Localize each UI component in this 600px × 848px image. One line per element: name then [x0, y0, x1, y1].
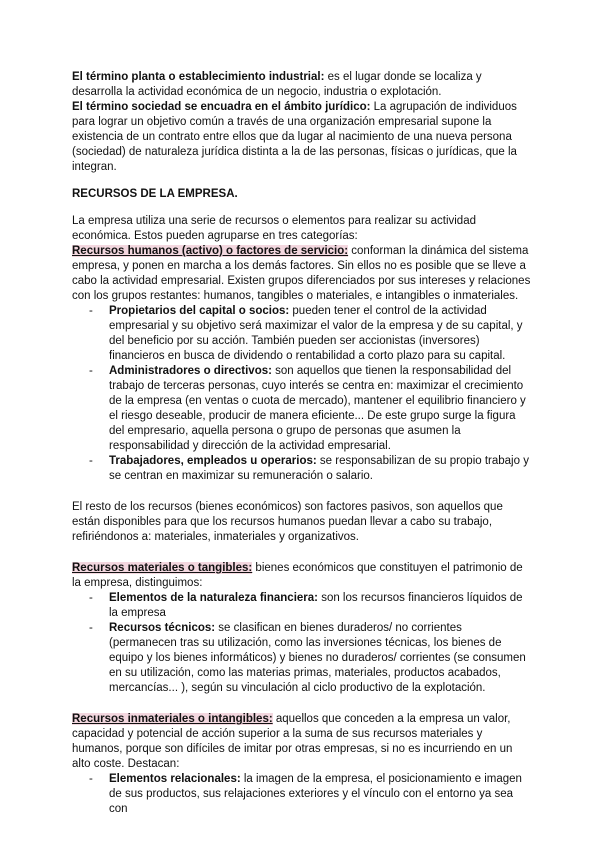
item-text: se responsabilizan de su propio trabajo y se centran en maximizar su remuneración o salario.	[109, 455, 529, 482]
item-term: Elementos de la naturaleza financiera:	[109, 592, 318, 604]
item-text: pueden tener el control de la actividad empresarial y su objetivo será maximizar el valor de la empresa y de su capital, y del beneficio por su acción. También pueden ser accionistas (inversores) financieros en busca de dividendo o rentabilidad a corto plazo para su capital.	[109, 305, 523, 362]
inmateriales-paragraph	[72, 712, 532, 772]
list-item	[72, 591, 532, 621]
list-item	[72, 364, 532, 454]
item-term: Recursos técnicos:	[109, 622, 216, 634]
overview-paragraph: La empresa utiliza una serie de recursos o elementos para realizar su actividad económica. Estos pueden agruparse en tres categorías:	[72, 215, 476, 242]
list-item	[72, 454, 532, 484]
item-text: se clasifican en bienes duraderos/ no corrientes (permanecen tras su utilización, como las inversiones técnicas, los bienes de equipo y los bienes informáticos) y bienes no duraderos/ corrientes (se consumen en su utilización, como las materias primas, materiales, productos acabados, mercancías... ), según su vinculación al ciclo productivo de la explotación.	[109, 622, 526, 694]
intro-paragraph-planta	[72, 70, 532, 100]
humanos-text: conforman la dinámica del sistema empresa, y ponen en marcha a los demás factores. Sin ellos no es posible que se lleve a cabo la actividad empresarial. Existen grupos diferenciados por sus intereses y relaciones con los grupos restantes: humanos, tangibles o materiales, e intangibles o inmateriales.	[72, 245, 531, 302]
dash-bullet: -	[89, 773, 93, 785]
section-title: RECURSOS DE LA EMPRESA.	[72, 188, 238, 200]
item-term: Trabajadores, empleados u operarios:	[109, 455, 317, 467]
dash-bullet: -	[89, 622, 93, 634]
document-page	[72, 70, 532, 817]
item-text: la imagen de la empresa, el posicionamiento e imagen de sus productos, sus relajaciones exteriores y el vínculo con el entorno ya sea con	[109, 773, 522, 815]
pasivos-paragraph: El resto de los recursos (bienes económicos) son factores pasivos, son aquellos que están disponibles para que los recursos humanos puedan llevar a cabo su trabajo, refiriéndonos a: materiales, inmateriales y organizativos.	[72, 501, 503, 543]
list-item	[72, 772, 532, 817]
inmateriales-heading: Recursos inmateriales o intangibles:	[72, 713, 273, 725]
list-item	[72, 621, 532, 696]
item-text: son aquellos que tienen la responsabilidad del trabajo de terceras personas, cuyo interés se centra en: maximizar el crecimiento de la empresa (en ventas o cuota de mercado), mantener el equilibrio financiero y el riesgo deseable, producir de manera eficiente... De este grupo surge la figura del empresario, aquella persona o grupo de personas que asumen la responsabilidad y dirección de la actividad empresarial.	[109, 365, 526, 452]
humanos-paragraph	[72, 244, 532, 304]
item-text: son los recursos financieros líquidos de la empresa	[109, 592, 523, 619]
humanos-list	[72, 304, 532, 484]
materiales-list	[72, 591, 532, 696]
definition-planta: es el lugar donde se localiza y desarrolla la actividad económica de un negocio, industria o explotación.	[72, 71, 482, 98]
inmateriales-text: aquellos que conceden a la empresa un valor, capacidad y potencial de acción superior a la suma de sus recursos materiales y humanos, porque son difíciles de imitar por otras empresas, si no es incurriendo en un alto coste. Destacan:	[72, 713, 513, 770]
term-planta: El término planta o establecimiento industrial:	[72, 71, 325, 83]
item-term: Elementos relacionales:	[109, 773, 241, 785]
definition-sociedad: La agrupación de individuos para lograr un objetivo común a través de una organización empresarial supone la existencia de un contrato entre ellos que da lugar al nacimiento de una nueva persona (sociedad) de naturaleza jurídica distinta a la de las personas, físicas o jurídicas, que la integran.	[72, 101, 517, 173]
list-item	[72, 304, 532, 364]
inmateriales-list	[72, 772, 532, 817]
dash-bullet: -	[89, 455, 93, 467]
materiales-heading: Recursos materiales o tangibles:	[72, 562, 253, 574]
dash-bullet: -	[89, 592, 93, 604]
item-term: Administradores o directivos:	[109, 365, 272, 377]
term-sociedad: El término sociedad se encuadra en el ámbito jurídico:	[72, 101, 371, 113]
materiales-paragraph	[72, 561, 532, 591]
humanos-heading: Recursos humanos (activo) o factores de servicio:	[72, 245, 349, 257]
item-term: Propietarios del capital o socios:	[109, 305, 290, 317]
intro-paragraph-sociedad	[72, 100, 532, 175]
dash-bullet: -	[89, 305, 93, 317]
dash-bullet: -	[89, 365, 93, 377]
materiales-text: bienes económicos que constituyen el patrimonio de la empresa, distinguimos:	[72, 562, 523, 589]
